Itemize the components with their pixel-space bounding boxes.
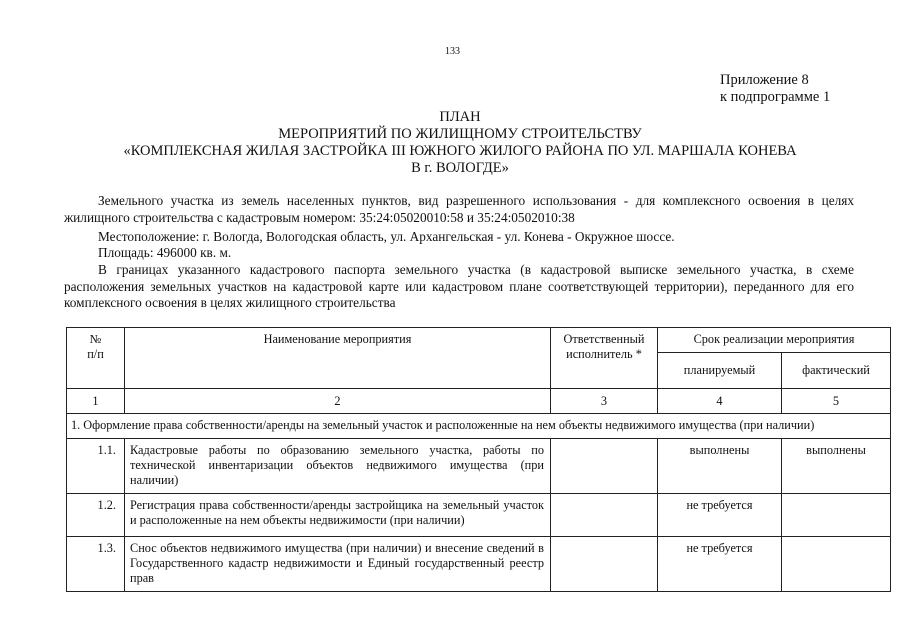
table-index-row [67, 389, 891, 414]
row-name: Регистрация права собственности/аренды застройщика на земельный участок и расположенные на нем объекты недвижимости (при наличии) [125, 494, 551, 537]
header-period: Срок реализации мероприятия [658, 328, 891, 353]
row-responsible [551, 494, 658, 537]
table-row [67, 439, 891, 494]
intro-boundaries: В границах указанного кадастрового паспорта земельного участка (в кадастровой выписке земельного участка, в схеме расположения земельных участков на кадастровой карте или кадастровом плане соответствующей территории), переданного для его комплексного освоения в целях жилищного строительства [64, 262, 854, 310]
row-number: 1.1. [67, 439, 125, 494]
measures-table [66, 327, 891, 592]
header-planned: планируемый [658, 353, 782, 389]
header-number: № п/п [67, 328, 125, 389]
table-header-row [67, 328, 891, 353]
row-actual [782, 494, 891, 537]
row-planned: не требуется [658, 494, 782, 537]
index-cell: 4 [658, 389, 782, 414]
row-planned: не требуется [658, 537, 782, 592]
index-cell: 1 [67, 389, 125, 414]
appendix-line-1: Приложение 8 [720, 72, 809, 88]
document-heading [60, 109, 860, 177]
index-cell: 3 [551, 389, 658, 414]
row-responsible [551, 439, 658, 494]
page-number: 133 [445, 46, 460, 57]
row-planned: выполнены [658, 439, 782, 494]
heading-city: В г. ВОЛОГДЕ» [411, 160, 509, 176]
intro-location: Местоположение: г. Вологда, Вологодская область, ул. Архангельская - ул. Конева - Окружное шоссе. [98, 229, 675, 244]
row-actual: выполнены [782, 439, 891, 494]
row-responsible [551, 537, 658, 592]
intro-land-plot: Земельного участка из земель населенных пунктов, вид разрешенного использования - для комплексного освоения в целях жилищного строительства с кадастровым номером: 35:24:05020010:58 и 35:24:0502010:38 [64, 193, 854, 225]
row-name: Снос объектов недвижимого имущества (при наличии) и внесение сведений в Государственного кадастр недвижимости и Единый государственный реестр прав [125, 537, 551, 592]
section-title: 1. Оформление права собственности/аренды на земельный участок и расположенные на нем объекты недвижимого имущества (при наличии) [67, 414, 891, 439]
heading-subtitle: МЕРОПРИЯТИЙ ПО ЖИЛИЩНОМУ СТРОИТЕЛЬСТВУ [278, 126, 642, 142]
header-actual: фактический [782, 353, 891, 389]
row-actual [782, 537, 891, 592]
row-number: 1.3. [67, 537, 125, 592]
row-name: Кадастровые работы по образованию земельного участка, работы по технической инвентаризации объектов недвижимого имущества (при наличии) [125, 439, 551, 494]
heading-project-name: «КОМПЛЕКСНАЯ ЖИЛАЯ ЗАСТРОЙКА III ЮЖНОГО ЖИЛОГО РАЙОНА ПО УЛ. МАРШАЛА КОНЕВА [123, 143, 797, 159]
section-row [67, 414, 891, 439]
row-number: 1.2. [67, 494, 125, 537]
appendix-note [720, 72, 830, 106]
table-row [67, 537, 891, 592]
header-responsible: Ответственный исполнитель * [551, 328, 658, 389]
index-cell: 5 [782, 389, 891, 414]
heading-title: ПЛАН [439, 109, 481, 125]
index-cell: 2 [125, 389, 551, 414]
header-name: Наименование мероприятия [125, 328, 551, 389]
appendix-line-2: к подпрограмме 1 [720, 89, 831, 105]
intro-area: Площадь: 496000 кв. м. [98, 245, 232, 260]
table-row [67, 494, 891, 537]
